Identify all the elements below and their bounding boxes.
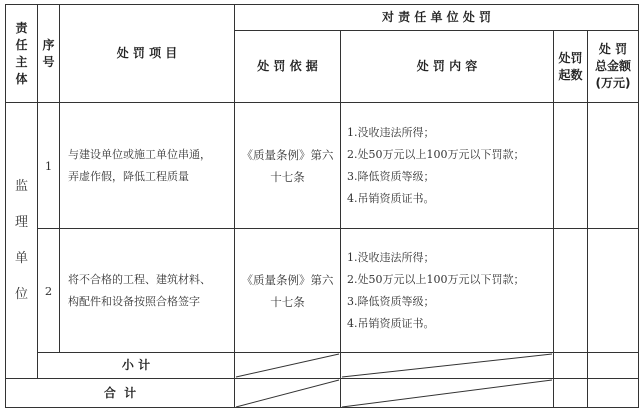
total-content-diagonal xyxy=(342,380,552,407)
subtotal-content-diagonal xyxy=(342,354,552,377)
subject-supervision-unit: 监 理 单 位 xyxy=(14,178,28,302)
subtotal-label: 小 计 xyxy=(121,358,151,372)
row-1-seq: 1 xyxy=(44,158,53,173)
row-2-basis: 《质量条例》第六 十七条 xyxy=(241,272,334,309)
row-1-item: 与建设单位或施工单位串通， 弄虚作假，降低工程质量 xyxy=(68,147,211,183)
row-1-content: 1.没收违法所得； 2.处50万元以上100万元以下罚款； 3.降低资质等级； 4.吊销资质证书。 xyxy=(347,125,525,205)
header-content: 处 罚 内 容 xyxy=(416,59,478,73)
row-2-count xyxy=(554,229,587,352)
header-item: 处 罚 项 目 xyxy=(116,46,178,60)
row-2-amount xyxy=(588,229,638,352)
row-2-seq: 2 xyxy=(44,283,53,298)
header-count: 处罚 起数 xyxy=(558,50,583,82)
row-1-amount xyxy=(588,103,638,228)
row-2-item: 将不合格的工程、建筑材料、 构配件和设备按照合格签字 xyxy=(68,272,211,308)
row-1-count xyxy=(554,103,587,228)
header-subject: 责 任 主 体 xyxy=(15,20,28,86)
row-2-content: 1.没收违法所得； 2.处50万元以上100万元以下罚款； 3.降低资质等级； 4.吊销资质证书。 xyxy=(347,250,525,330)
row-1-basis: 《质量条例》第六 十七条 xyxy=(241,147,334,184)
header-amount: 处 罚 总金额 (万元) xyxy=(594,42,631,90)
header-penalty-group: 对 责 任 单 位 处 罚 xyxy=(381,10,492,24)
header-seq: 序 号 xyxy=(42,37,55,69)
total-basis-diagonal xyxy=(236,380,339,407)
total-label: 合 计 xyxy=(103,385,137,400)
header-basis: 处 罚 依 据 xyxy=(257,59,318,73)
subtotal-basis-diagonal xyxy=(236,354,339,377)
